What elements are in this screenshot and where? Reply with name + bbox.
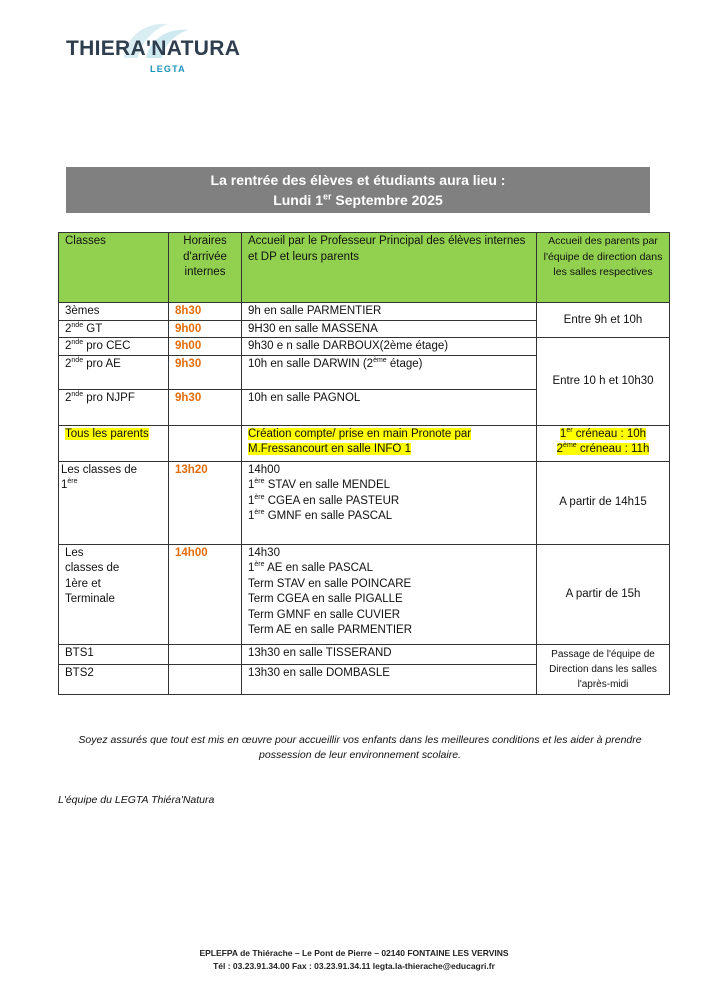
list-item: 1ère CGEA en salle PASTEUR — [248, 493, 400, 507]
table-row — [59, 644, 670, 664]
table-row — [59, 461, 670, 544]
list-item: 14h30 — [248, 546, 280, 559]
closing-paragraph: Soyez assurés que tout est mis en œuvre pour accueillir vos enfants dans les meilleures conditions et les aider à prendre possession de leur environnement scolaire. — [78, 734, 642, 761]
school-logo — [66, 18, 256, 80]
class-bts1: BTS1 — [59, 644, 169, 664]
signature: L'équipe du LEGTA Thiéra'Natura — [58, 794, 215, 806]
title-banner — [66, 167, 650, 213]
header-classes: Classes — [59, 233, 169, 303]
direction-morning-2: Entre 10 h et 10h30 — [537, 338, 670, 426]
banner-line-2: Lundi 1er Septembre 2025 — [273, 191, 443, 208]
table-row — [59, 544, 670, 644]
class-3emes: 3èmes — [59, 303, 169, 321]
table-row — [59, 425, 670, 461]
direction-parents: 1er créneau : 10h 2ème créneau : 11h — [537, 425, 670, 461]
schedule-table — [58, 232, 670, 695]
direction-premiere: A partir de 14h15 — [537, 461, 670, 544]
time-premiere: 13h20 — [169, 461, 242, 544]
room-2ae: 10h en salle DARWIN (2ème étage) — [242, 355, 537, 389]
class-2cec: 2nde pro CEC — [59, 338, 169, 356]
direction-bts: Passage de l'équipe de Direction dans les salles l'après-midi — [537, 644, 670, 694]
room-parents: Création compte/ prise en main Pronote par M.Fressancourt en salle INFO 1 — [242, 425, 537, 461]
class-2ae: 2nde pro AE — [59, 355, 169, 389]
table-row — [59, 338, 670, 356]
time-bts1 — [169, 644, 242, 664]
room-2njpf: 10h en salle PAGNOL — [242, 389, 537, 425]
footer-contact: Tél : 03.23.91.34.00 Fax : 03.23.91.34.11 legta.la-thierache@educagri.fr — [213, 961, 495, 971]
list-item: Term STAV en salle POINCARE — [248, 577, 412, 590]
time-3emes: 8h30 — [169, 303, 242, 321]
list-item: 1ère STAV en salle MENDEL — [248, 478, 391, 491]
room-2gt: 9H30 en salle MASSENA — [242, 320, 537, 338]
class-premiere: Les classes de 1ère — [59, 461, 169, 544]
room-3emes: 9h en salle PARMENTIER — [242, 303, 537, 321]
class-2njpf: 2nde pro NJPF — [59, 389, 169, 425]
page-footer — [0, 947, 708, 973]
banner-line-1: La rentrée des élèves et étudiants aura lieu : — [210, 172, 506, 188]
room-bts1: 13h30 en salle TISSERAND — [242, 644, 537, 664]
list-item: 14h00 — [248, 463, 280, 476]
list-item: Term AE en salle PARMENTIER — [248, 624, 413, 636]
header-accueil-direction: Accueil des parents par l'équipe de direction dans les salles respectives — [537, 233, 670, 303]
time-terminale: 14h00 — [169, 544, 242, 644]
time-parents — [169, 425, 242, 461]
time-bts2 — [169, 664, 242, 694]
class-terminale: Les classes de 1ère et Terminale — [59, 544, 169, 644]
class-parents: Tous les parents — [59, 425, 169, 461]
rooms-terminale — [242, 544, 537, 644]
logo-subtitle: LEGTA — [150, 64, 186, 74]
table-row — [59, 303, 670, 321]
class-bts2: BTS2 — [59, 664, 169, 694]
rooms-premiere — [242, 461, 537, 544]
logo-name: THIERA'NATURA — [66, 37, 241, 60]
list-item: 1ère AE en salle PASCAL — [248, 561, 373, 574]
list-item: 1ère GMNF en salle PASCAL — [248, 509, 393, 522]
header-horaires: Horaires d'arrivée internes — [169, 233, 242, 303]
room-2cec: 9h30 e n salle DARBOUX(2ème étage) — [242, 338, 537, 356]
class-2gt: 2nde GT — [59, 320, 169, 338]
header-accueil-pp: Accueil par le Professeur Principal des élèves internes et DP et leurs parents — [242, 233, 537, 303]
list-item: Term GMNF en salle CUVIER — [248, 608, 401, 621]
table-header-row — [59, 233, 670, 303]
list-item: Term CGEA en salle PIGALLE — [248, 593, 403, 605]
room-bts2: 13h30 en salle DOMBASLE — [242, 664, 537, 694]
footer-address: EPLEFPA de Thiérache – Le Pont de Pierre – 02140 FONTAINE LES VERVINS — [199, 948, 509, 958]
direction-morning-1: Entre 9h et 10h — [537, 303, 670, 338]
time-2ae: 9h30 — [169, 355, 242, 389]
direction-terminale: A partir de 15h — [537, 544, 670, 644]
time-2cec: 9h00 — [169, 338, 242, 356]
time-2njpf: 9h30 — [169, 389, 242, 425]
time-2gt: 9h00 — [169, 320, 242, 338]
